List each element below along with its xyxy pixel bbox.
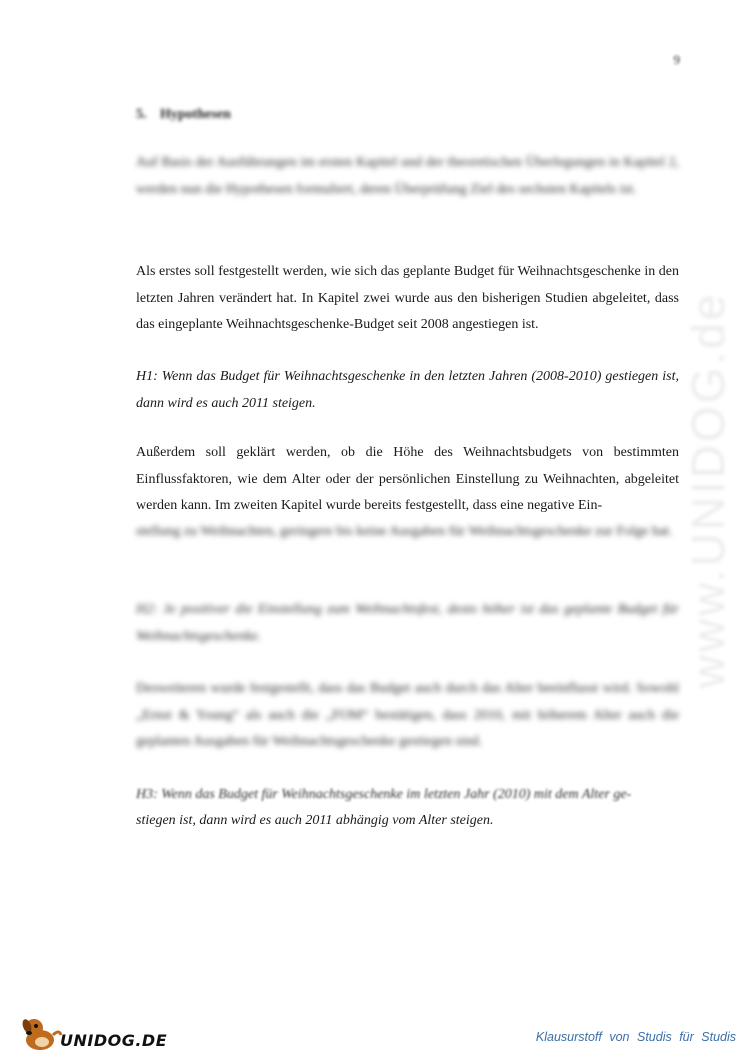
second-paragraph-continued: stellung zu Weihnachten, geringere bis keine Ausgaben für Weihnachtsgeschenke zur Folge hat. bbox=[136, 524, 673, 539]
second-paragraph: Außerdem soll geklärt werden, ob die Höhe des Weihnachtsbudgets von bestimmten Einflussfaktoren, wie dem Alter oder der persönlichen Einstellung zu Weihnachten, abgeleitet werden kann. Im zweiten Kapitel wurde bereits festgestellt, dass eine negative Ein- bbox=[136, 445, 679, 513]
page-number: 9 bbox=[673, 52, 680, 67]
hypothesis-h3-line2: stiegen ist, dann wird es auch 2011 abhängig vom Alter steigen. bbox=[136, 813, 494, 828]
intro-paragraph: Auf Basis der Ausführungen im ersten Kapitel und der theoretischen Überlegungen in Kapitel 2, werden nun die Hypothesen formuliert, deren Überprüfung Ziel des sechsten Kapitels ist. bbox=[136, 155, 679, 197]
section-title: Hypothesen bbox=[160, 107, 231, 122]
logo-text: UNIDOG.DE bbox=[60, 1031, 168, 1050]
watermark-text: www.UNIDOG.de bbox=[682, 291, 734, 689]
section-number: 5. bbox=[136, 107, 147, 122]
first-paragraph: Als erstes soll festgestellt werden, wie sich das geplante Budget für Weihnachtsgeschenke in den letzten Jahren verändert hat. In Kapitel zwei wurde aus den bisherigen Studien abgeleitet, dass das eingeplante Weihnachtsgeschenke-Budget seit 2008 angestiegen ist. bbox=[136, 264, 679, 332]
hypothesis-h3-line1: H3: Wenn das Budget für Weihnachtsgeschenke im letzten Jahr (2010) mit dem Alter ge- bbox=[136, 787, 632, 802]
hypothesis-h1: H1: Wenn das Budget für Weihnachtsgeschenke in den letzten Jahren (2008-2010) gestiegen ist, dann wird es auch 2011 steigen. bbox=[136, 369, 679, 411]
footer-slogan: Klausurstoff von Studis für Studis bbox=[535, 1030, 736, 1044]
unidog-logo bbox=[20, 1013, 168, 1053]
dog-mascot-icon bbox=[20, 1013, 62, 1058]
third-paragraph: Desweiteren wurde festgestellt, dass das Budget auch durch das Alter beeinflusst wird. Sowohl „Ernst & Young“ als auch die „FOM“ bestätigen, dass 2010, mit höherem Alter auch die geplanten Ausgaben für Weihnachtsgeschenke gestiegen sind. bbox=[136, 681, 679, 749]
hypothesis-h2: H2: Je positiver die Einstellung zum Weihnachtsfest, desto höher ist das geplante Budget für Weihnachtsgeschenke. bbox=[136, 602, 679, 644]
section-heading bbox=[136, 107, 231, 123]
